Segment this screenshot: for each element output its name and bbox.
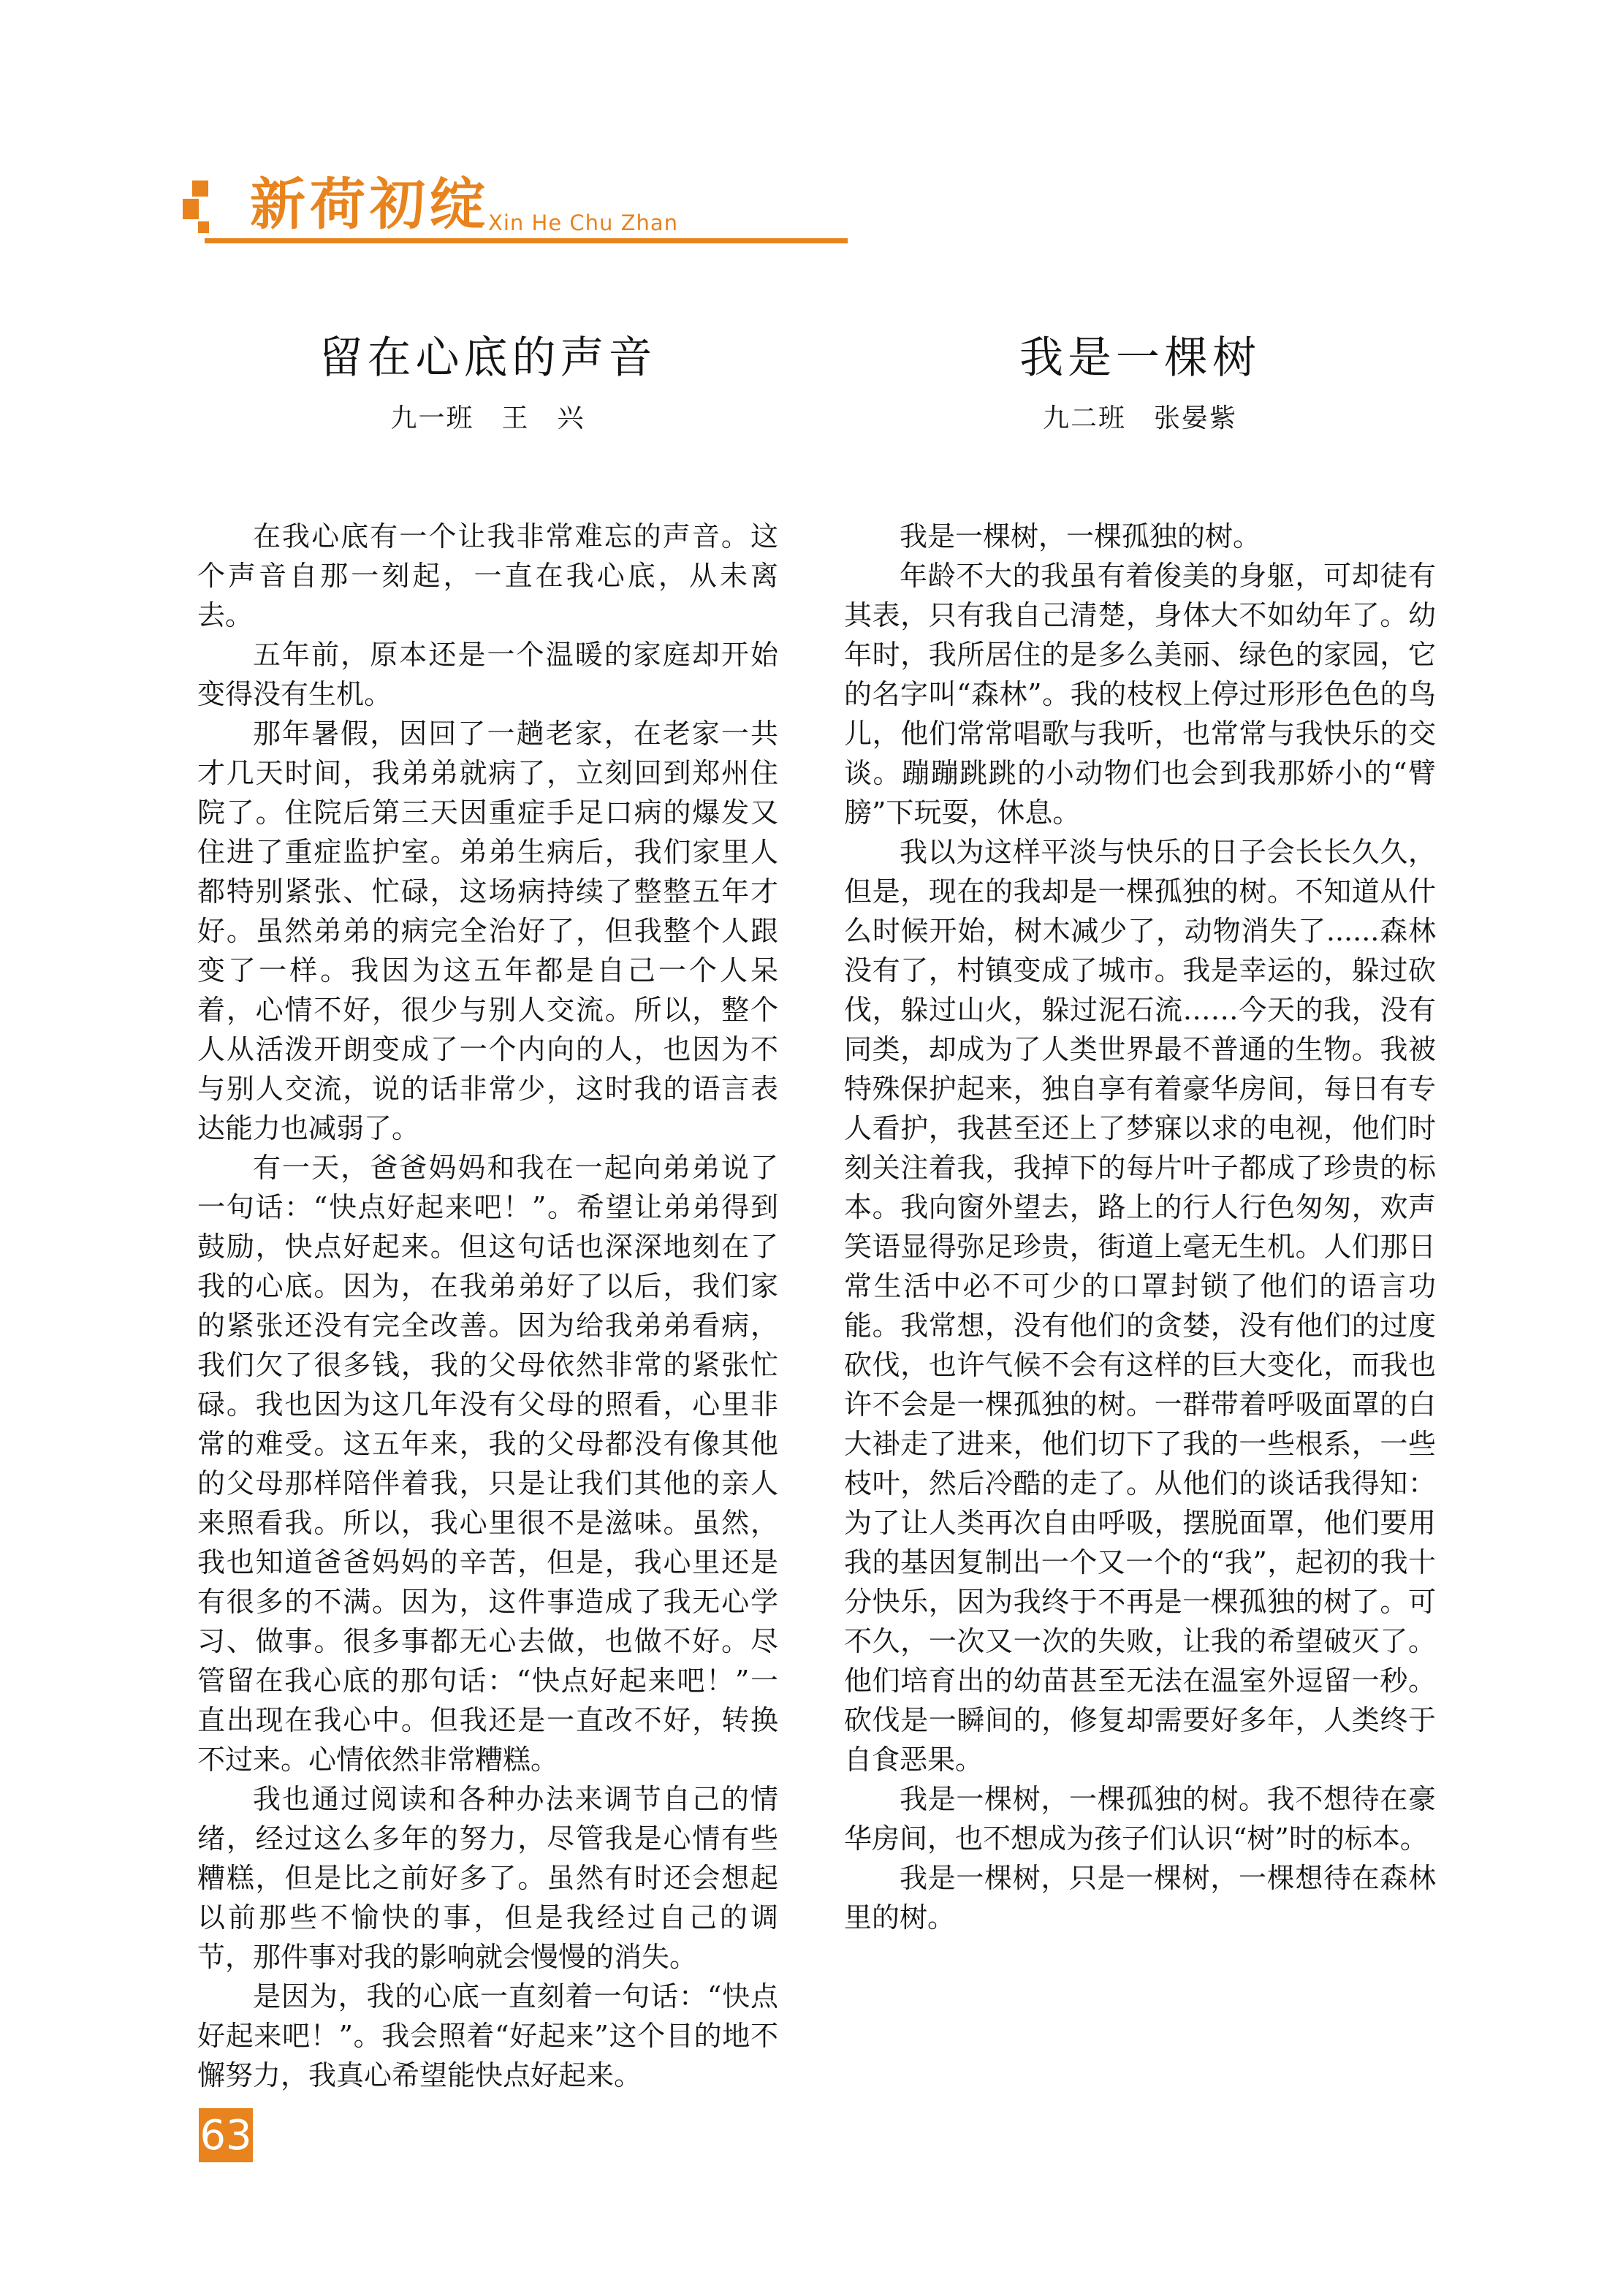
essay-title: 留在心底的声音 <box>319 332 657 384</box>
essay-paragraph: 我是一棵树，只是一棵树，一棵想待在森林里的树。 <box>844 1862 1436 1934</box>
logo-square-icon <box>183 199 199 219</box>
essay-body <box>197 517 778 2095</box>
right-essay <box>844 332 1436 1937</box>
essay-paragraph: 那年暑假，因回了一趟老家，在老家一共才几天时间，我弟弟就病了，立刻回到郑州住院了。住院后第三天因重症手足口病的爆发又住进了重症监护室。弟弟生病后，我们家里人都特别紧张、忙碌，这场病持续了整整五年才好。虽然弟弟的病完全治好了，但我整个人跟变了一样。我因为这五年都是自己一个人呆着，心情不好，很少与别人交流。所以，整个人从活泼开朗变成了一个内向的人，也因为不与别人交流，说的话非常少，这时我的语言表达能力也减弱了。 <box>197 718 778 1144</box>
magazine-section-subtitle: Xin He Chu Zhan <box>488 210 679 235</box>
essay-byline: 九二班 张晏紫 <box>1042 403 1237 433</box>
essay-paragraph: 我也通过阅读和各种办法来调节自己的情绪，经过这么多年的努力，尽管我是心情有些糟糕，但是比之前好多了。虽然有时还会想起以前那些不愉快的事，但是我经过自己的调节，那件事对我的影响就会慢慢的消失。 <box>197 1783 778 1973</box>
essay-body <box>844 517 1436 1937</box>
logo-square-icon <box>192 180 208 197</box>
magazine-section-title: 新荷初绽 <box>250 172 490 237</box>
left-essay <box>197 332 778 2095</box>
essay-paragraph: 有一天，爸爸妈妈和我在一起向弟弟说了一句话：“快点好起来吧！”。希望让弟弟得到鼓励，快点好起来。但这句话也深深地刻在了我的心底。因为，在我弟弟好了以后，我们家的紧张还没有完全改善。因为给我弟弟看病，我们欠了很多钱，我的父母依然非常的紧张忙碌。我也因为这几年没有父母的照看，心里非常的难受。这五年来，我的父母都没有像其他的父母那样陪伴着我，只是让我们其他的亲人来照看我。所以，我心里很不是滋味。虽然，我也知道爸爸妈妈的辛苦，但是，我心里还是有很多的不满。因为，这件事造成了我无心学习、做事。很多事都无心去做，也做不好。尽管留在我心底的那句话：“快点好起来吧！”一直出现在我心中。但我还是一直改不好，转换不过来。心情依然非常糟糕。 <box>197 1152 778 1776</box>
essay-paragraph: 是因为，我的心底一直刻着一句话：“快点好起来吧！”。我会照着“好起来”这个目的地不懈努力，我真心希望能快点好起来。 <box>197 1980 778 2091</box>
header-divider <box>205 238 848 243</box>
essay-title: 我是一棵树 <box>1019 332 1261 384</box>
essay-paragraph: 年龄不大的我虽有着俊美的身躯，可却徒有其表，只有我自己清楚，身体大不如幼年了。幼年时，我所居住的是多么美丽、绿色的家园，它的名字叫“森林”。我的枝杈上停过形形色色的鸟儿，他们常常唱歌与我听，也常常与我快乐的交谈。蹦蹦跳跳的小动物们也会到我那娇小的“臂膀”下玩耍，休息。 <box>844 560 1436 829</box>
page-number-badge: 63 <box>199 2108 253 2162</box>
essay-paragraph: 在我心底有一个让我非常难忘的声音。这个声音自那一刻起，一直在我心底，从未离去。 <box>197 520 778 631</box>
essay-byline: 九一班 王 兴 <box>390 403 585 433</box>
logo-square-icon <box>198 221 209 233</box>
essay-paragraph: 五年前，原本还是一个温暖的家庭却开始变得没有生机。 <box>197 639 778 710</box>
essay-paragraph: 我是一棵树，一棵孤独的树。我不想待在豪华房间，也不想成为孩子们认识“树”时的标本。 <box>844 1783 1436 1855</box>
logo-squares-icon <box>183 180 212 235</box>
essay-paragraph: 我以为这样平淡与快乐的日子会长长久久，但是，现在的我却是一棵孤独的树。不知道从什么时候开始，树木减少了，动物消失了......森林没有了，村镇变成了城市。我是幸运的，躲过砍伐，躲过山火，躲过泥石流……今天的我，没有同类，却成为了人类世界最不普通的生物。我被特殊保护起来，独自享有着豪华房间，每日有专人看护，我甚至还上了梦寐以求的电视，他们时刻关注着我，我掉下的每片叶子都成了珍贵的标本。我向窗外望去，路上的行人行色匆匆，欢声笑语显得弥足珍贵，街道上毫无生机。人们那日常生活中必不可少的口罩封锁了他们的语言功能。我常想，没有他们的贪婪，没有他们的过度砍伐，也许气候不会有这样的巨大变化，而我也许不会是一棵孤独的树。一群带着呼吸面罩的白大褂走了进来，他们切下了我的一些根系，一些枝叶，然后冷酷的走了。从他们的谈话我得知：为了让人类再次自由呼吸，摆脱面罩，他们要用我的基因复制出一个又一个的“我”，起初的我十分快乐，因为我终于不再是一棵孤独的树了。可不久，一次又一次的失败，让我的希望破灭了。他们培育出的幼苗甚至无法在温室外逗留一秒。砍伐是一瞬间的，修复却需要好多年，人类终于自食恶果。 <box>844 836 1436 1776</box>
essay-paragraph: 我是一棵树，一棵孤独的树。 <box>900 520 1261 552</box>
